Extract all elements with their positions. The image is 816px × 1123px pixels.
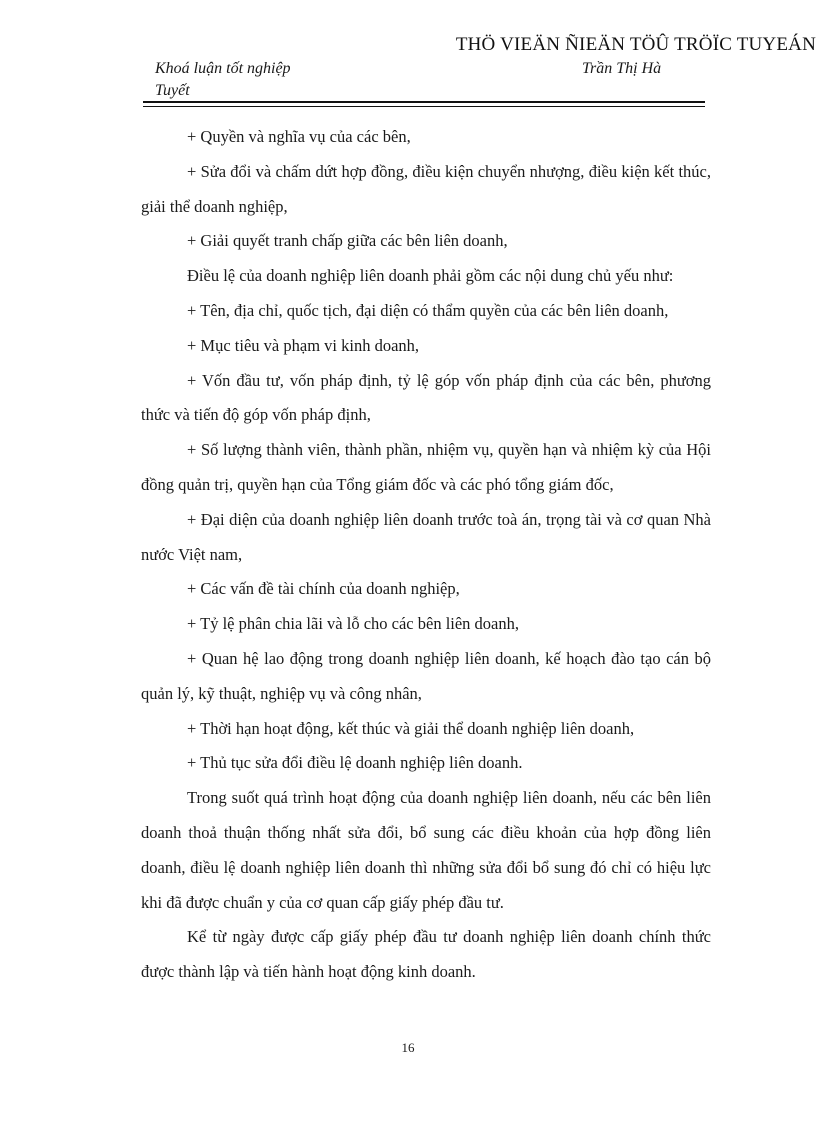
paragraph: + Vốn đầu tư, vốn pháp định, tỷ lệ góp vốn pháp định của các bên, phương thức và tiến độ góp vốn pháp định,: [141, 370, 711, 425]
paragraph: Trong suốt quá trình hoạt động của doanh nghiệp liên doanh, nếu các bên liên doanh thoả thuận thống nhất sửa đổi, bổ sung các điều khoản của hợp đồng liên doanh, điều lệ doanh nghiệp liên doanh thì những sửa đổi bổ sung đó chỉ có hiệu lực khi đã được chuẩn y của cơ quan cấp giấy phép đầu tư.: [141, 788, 711, 912]
paragraph: + Mục tiêu và phạm vi kinh doanh,: [187, 335, 420, 355]
paragraph: Điều lệ của doanh nghiệp liên doanh phải gồm các nội dung chủ yếu như:: [187, 266, 674, 286]
paragraph: Kể từ ngày được cấp giấy phép đầu tư doanh nghiệp liên doanh chính thức được thành lập và tiến hành hoạt động kinh doanh.: [141, 927, 711, 982]
paragraph: + Giải quyết tranh chấp giữa các bên liên doanh,: [187, 231, 508, 251]
paragraph: + Tên, địa chỉ, quốc tịch, đại diện có thẩm quyền của các bên liên doanh,: [187, 300, 669, 320]
page-body: [141, 120, 711, 990]
paragraph: + Các vấn đề tài chính của doanh nghiệp,: [187, 579, 460, 599]
header-author-name-continued: Tuyết: [155, 82, 190, 99]
library-watermark: THÖ VIEÄN ÑIEÄN TÖÛ TRÖÏC TUYEÁN: [455, 34, 816, 55]
paragraph: + Quyền và nghĩa vụ của các bên,: [187, 127, 411, 146]
header-rule-thin: [143, 106, 705, 107]
header-author-name: Trần Thị Hà: [582, 60, 662, 77]
paragraph: + Thời hạn hoạt động, kết thúc và giải thể doanh nghiệp liên doanh,: [187, 718, 635, 738]
paragraph: + Thủ tục sửa đổi điều lệ doanh nghiệp liên doanh.: [187, 753, 523, 773]
header-thesis-label: Khoá luận tốt nghiệp: [155, 60, 291, 77]
paragraph: + Sửa đổi và chấm dứt hợp đồng, điều kiện chuyển nhượng, điều kiện kết thúc, giải thể doanh nghiệp,: [141, 161, 711, 216]
paragraph: + Đại diện của doanh nghiệp liên doanh trước toà án, trọng tài và cơ quan Nhà nước Việt nam,: [141, 509, 711, 564]
paragraph: + Quan hệ lao động trong doanh nghiệp liên doanh, kế hoạch đào tạo cán bộ quản lý, kỹ thuật, nghiệp vụ và công nhân,: [141, 648, 711, 703]
page-number: 16: [401, 1040, 415, 1055]
paragraph: + Tỷ lệ phân chia lãi và lỗ cho các bên liên doanh,: [187, 614, 520, 634]
header-rule: [143, 101, 705, 103]
paragraph: + Số lượng thành viên, thành phần, nhiệm vụ, quyền hạn và nhiệm kỳ của Hội đồng quản trị, quyền hạn của Tổng giám đốc và các phó tổng giám đốc,: [141, 440, 711, 494]
